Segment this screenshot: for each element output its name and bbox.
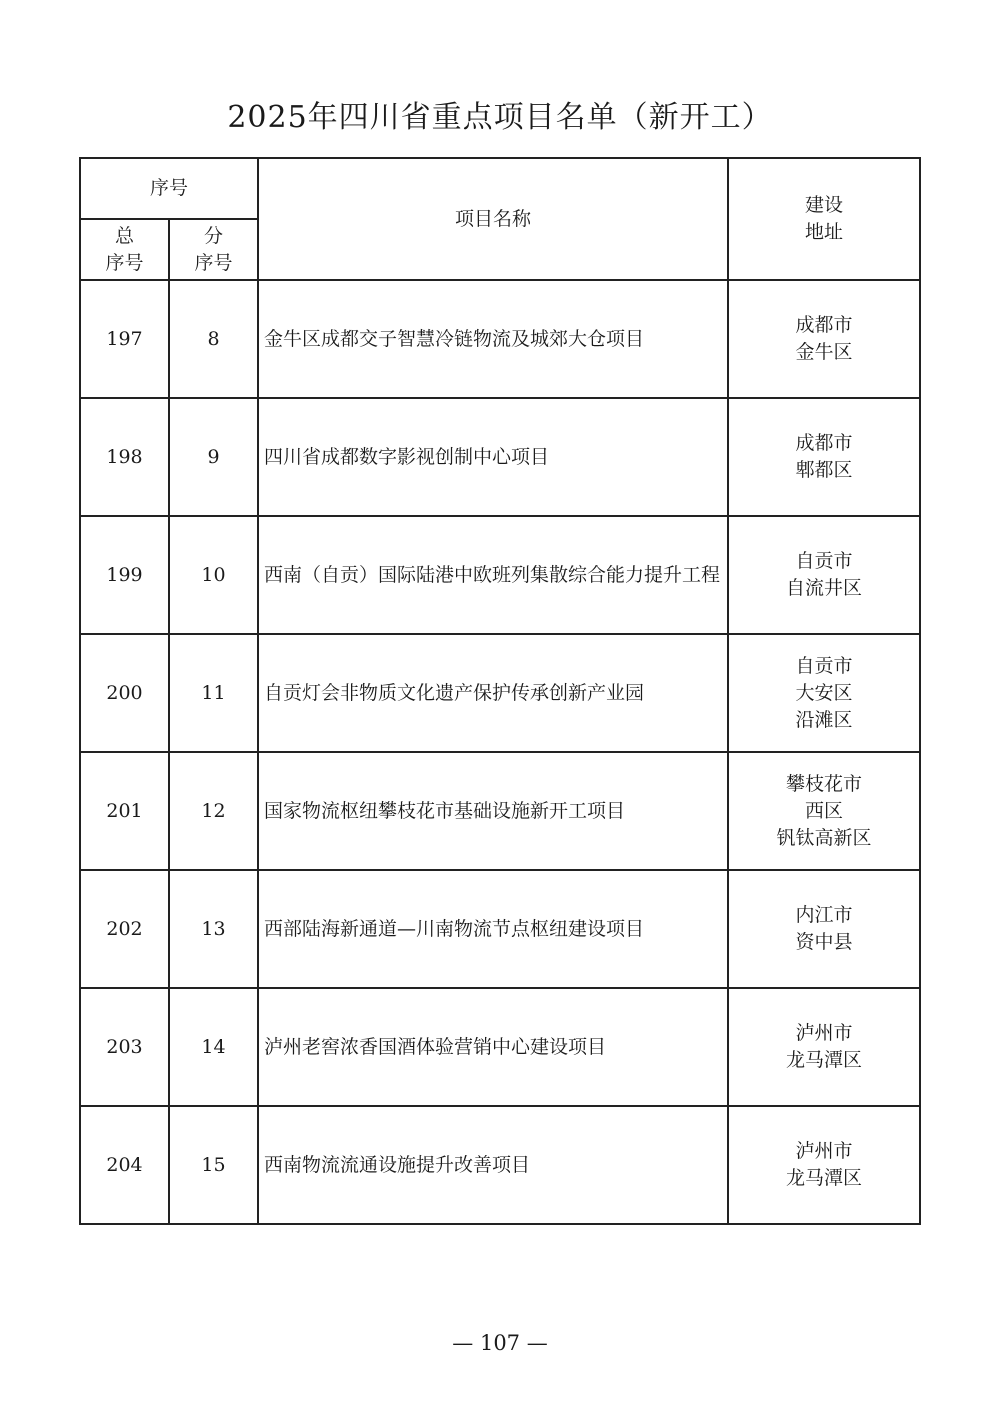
table-row [80,398,920,516]
location-line: 龙马潭区 [786,1049,863,1071]
location-line: 郫都区 [795,459,853,481]
sub-seq-cell: 14 [169,988,258,1106]
total-seq-cell: 197 [80,280,169,398]
sub-seq-cell: 9 [169,398,258,516]
location-cell [728,1106,920,1224]
seq-group-header: 序号 [80,158,258,219]
sub-seq-cell: 13 [169,870,258,988]
total-seq-cell: 201 [80,752,169,870]
location-line: 西区 [805,799,844,822]
location-line: 自贡市 [795,654,853,677]
project-name-cell: 泸州老窖浓香国酒体验营销中心建设项目 [258,988,728,1106]
project-name-cell: 西南物流流通设施提升改善项目 [258,1106,728,1224]
location-line: 攀枝花市 [786,772,863,795]
location-line: 成都市 [795,314,853,336]
sub-seq-cell: 15 [169,1106,258,1224]
table-row [80,280,920,398]
location-header-line: 地址 [805,221,844,243]
location-line: 泸州市 [795,1140,853,1162]
sub-seq-cell: 12 [169,752,258,870]
location-line: 成都市 [795,432,853,454]
page-title: 2025年四川省重点项目名单（新开工） [227,100,773,135]
location-cell [728,870,920,988]
location-cell [728,752,920,870]
sub-seq-cell: 10 [169,516,258,634]
location-cell [728,634,920,752]
location-line: 内江市 [795,904,853,926]
location-line: 泸州市 [795,1022,853,1044]
total-seq-header-line: 总 [114,224,134,247]
project-name-cell: 西南（自贡）国际陆港中欧班列集散综合能力提升工程 [258,516,728,634]
table-row [80,516,920,634]
total-seq-cell: 199 [80,516,169,634]
total-seq-cell: 202 [80,870,169,988]
total-seq-header [80,219,169,280]
table-row [80,752,920,870]
location-line: 沿滩区 [795,708,853,731]
location-line: 龙马潭区 [786,1167,863,1189]
location-line: 自流井区 [786,577,863,599]
location-header-line: 建设 [805,194,844,216]
location-cell [728,398,920,516]
table-row [80,988,920,1106]
total-seq-header-line: 序号 [105,251,144,274]
sub-seq-cell: 11 [169,634,258,752]
location-line: 大安区 [795,681,853,704]
project-name-cell: 金牛区成都交子智慧冷链物流及城郊大仓项目 [258,280,728,398]
location-header [728,158,920,280]
location-line: 钒钛高新区 [776,826,872,849]
location-line: 金牛区 [795,341,853,363]
table-row [80,1106,920,1224]
total-seq-cell: 204 [80,1106,169,1224]
page-number: — 107 — [452,1331,548,1355]
location-line: 资中县 [795,931,853,953]
project-name-cell: 四川省成都数字影视创制中心项目 [258,398,728,516]
project-table [79,157,921,1225]
location-cell [728,988,920,1106]
sub-seq-header-line: 序号 [194,251,233,274]
sub-seq-header-line: 分 [204,224,224,247]
project-name-header: 项目名称 [258,158,728,280]
sub-seq-cell: 8 [169,280,258,398]
project-name-cell: 自贡灯会非物质文化遗产保护传承创新产业园 [258,634,728,752]
total-seq-cell: 203 [80,988,169,1106]
total-seq-cell: 198 [80,398,169,516]
table-body [80,280,920,1224]
project-name-cell: 国家物流枢纽攀枝花市基础设施新开工项目 [258,752,728,870]
sub-seq-header [169,219,258,280]
location-cell [728,516,920,634]
location-line: 自贡市 [795,550,853,572]
location-cell [728,280,920,398]
total-seq-cell: 200 [80,634,169,752]
table-row [80,870,920,988]
project-name-cell: 西部陆海新通道—川南物流节点枢纽建设项目 [258,870,728,988]
table-header [80,158,920,280]
table-row [80,634,920,752]
